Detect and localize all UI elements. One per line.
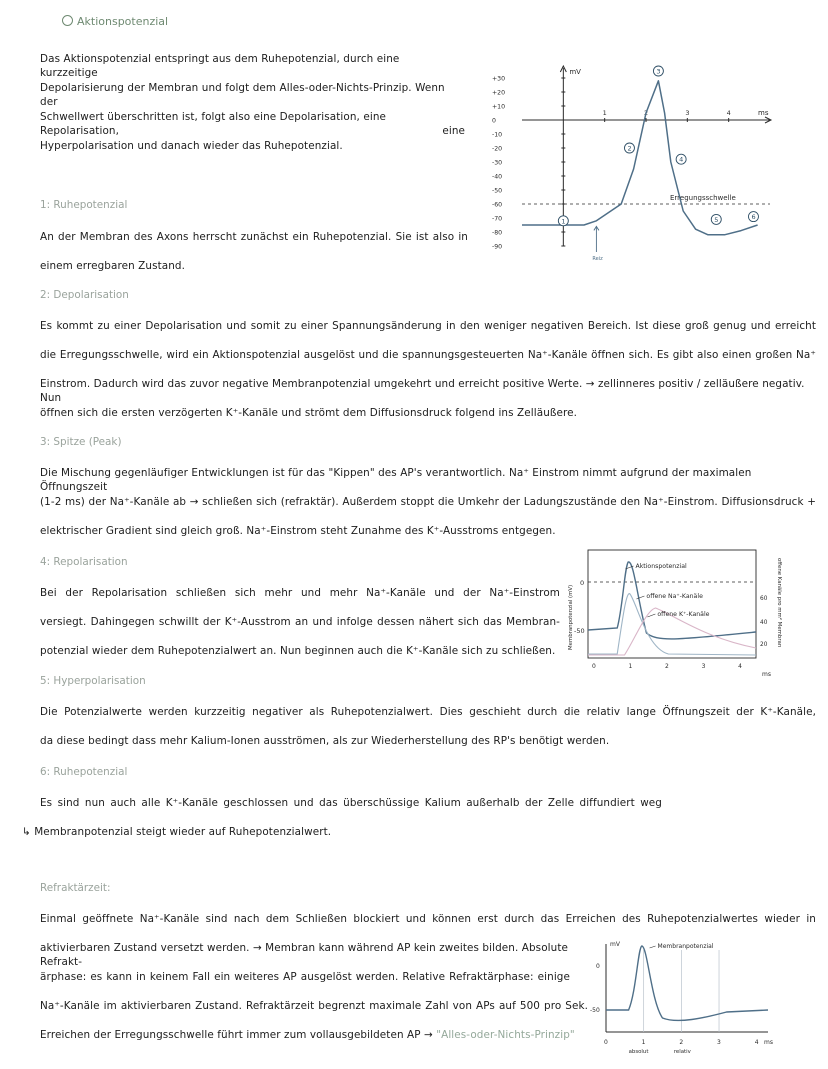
y-axis-label: mV [569,68,581,76]
x-axis-label: ms [764,1039,773,1046]
y-axis-label: mV [610,941,620,948]
intro-line: Schwellwert überschritten ist, folgt also eine Depolarisation, eine Repolarisation, eine [40,111,465,137]
x-tick-label: 2 [679,1039,684,1046]
legend-label: Membranpotenzial [657,943,714,950]
na-channels-line [588,594,756,655]
y-tick-label: -40 [492,173,503,181]
body-line [40,1028,575,1042]
legend-label: offene Na⁺-Kanäle [646,593,703,600]
intro-line: Hyperpolarisation und danach wieder das Ruhepotenzial. [40,140,343,152]
x-tick-label: 3 [717,1039,721,1046]
body-line: Einstrom. Dadurch wird das zuvor negative Membranpotenzial umgekehrt und erreicht positive Werte. → zellinneres positiv / zelläußere negativ. Nun [40,378,805,404]
x-tick-label: 1 [628,663,633,670]
membrane-potential-line [522,81,758,235]
body-text: Erreichen der Erregungsschwelle führt immer zum vollausgebildeten AP → [40,1029,433,1041]
y-tick-label: +20 [492,89,506,97]
x-tick-label: 0 [592,663,596,670]
circle-icon [62,15,73,26]
section-heading-ruhepotenzial-2: 6: Ruhepotenzial [40,766,128,778]
channels-chart [560,538,822,680]
body-line: ↳ Membranpotenzial steigt wieder auf Ruhepotenzialwert. [22,826,332,838]
page-title: Aktionspotenzial [62,15,168,28]
phase-marker-label: 1 [561,217,566,226]
phase-marker-label: 5 [714,215,719,224]
body-line: elektrischer Gradient sind gleich groß. Na⁺-Einstrom steht Zunahme des K⁺-Ausstroms entgegen. [40,525,556,537]
section-heading-refraktaerzeit: Refraktärzeit: [40,882,111,894]
phase-marker-label: 6 [751,213,756,222]
y-tick-label: -90 [492,243,503,251]
y-axis-label: Membranpotenzial (mV) [568,584,574,650]
legend-pointer [636,596,644,599]
body-line: An der Membran des Axons herrscht zunächst ein Ruhepotenzial. Sie ist also in [40,231,468,243]
x-tick-label: 4 [726,109,731,117]
body-line: versiegt. Dahingegen schwillt der K⁺-Ausstrom an und infolge dessen nähert sich das Membran- [40,616,560,628]
intro-line: Depolarisierung der Membran und folgt dem Alles-oder-Nichts-Prinzip. Wenn der [40,82,445,108]
body-line: Na⁺-Kanäle im aktivierbaren Zustand. Refraktärzeit begrenzt maximale Zahl von APs auf 500 pro Sek. [40,1000,588,1012]
body-line: Es kommt zu einer Depolarisation und somit zu einer Spannungsänderung in den weniger negativen Bereich. Ist diese groß genug und erreicht [40,320,816,332]
x-tick-label: 1 [602,109,607,117]
x-tick-label: 3 [685,109,690,117]
y-tick-label: +30 [492,75,506,83]
body-line: aktivierbaren Zustand versetzt werden. → Membran kann während AP kein zweites bilden. Absolute Refrakt- [40,942,568,968]
y-tick-label: -20 [492,145,503,153]
body-line: öffnen sich die ersten verzögerten K⁺-Kanäle und strömt dem Diffusionsdruck folgend ins Zelläußere. [40,407,578,419]
body-line: (1-2 ms) der Na⁺-Kanäle ab → schließen sich (refraktär). Außerdem stoppt die Umkehr der Ladungszustände den Na⁺-Einstrom. Diffusionsdruck + [40,496,816,508]
membrane-potential-line [606,946,768,1020]
x-axis-label: ms [758,109,769,117]
body-line: potenzial wieder dem Ruhepotenzialwert an. Nun beginnen auch die K⁺-Kanäle sich zu schließen. [40,645,556,657]
y-tick-label: -80 [492,229,503,237]
phase-marker-label: 2 [627,144,632,153]
section-heading-hyperpolarisation: 5: Hyperpolarisation [40,675,146,687]
action-potential-line [588,562,756,639]
action-potential-chart [490,60,790,270]
y-tick-label: -50 [590,1007,600,1014]
body-line: Es sind nun auch alle K⁺-Kanäle geschlossen und das überschüssige Kalium außerhalb der Zelle diffundiert weg [40,797,662,809]
body-line: die Erregungsschwelle, wird ein Aktionspotenzial ausgelöst und die spannungsgesteuerten Na⁺-Kanäle öffnen sich. Es gibt also einen großen Na⁺ [40,349,816,361]
body-line: Die Potenzialwerte werden kurzzeitig negativer als Ruhepotenzialwert. Dies geschieht durch die relativ lange Öffnungszeit der K⁺-Kanäle, [40,706,816,718]
y2-tick-label: 20 [760,642,768,648]
y-tick-label: -30 [492,159,503,167]
body-line: Die Mischung gegenläufiger Entwicklungen ist für das "Kippen" des AP's verantwortlich. Na⁺ Einstrom nimmt aufgrund der maximalen Öffnungszeit [40,467,752,493]
intro-line: Das Aktionspotenzial entspringt aus dem Ruhepotenzial, durch eine kurzzeitige [40,53,400,79]
y2-axis-label: offene Kanäle pro mm² Membran [776,558,782,648]
x-tick-label: 4 [738,663,742,670]
y-tick-label: -10 [492,131,503,139]
x-tick-label: 1 [641,1039,646,1046]
section-heading-peak: 3: Spitze (Peak) [40,436,122,448]
y-tick-label: +10 [492,103,506,111]
body-line: ärphase: es kann in keinem Fall ein weiteres AP ausgelöst werden. Relative Refraktärphase: einige [40,971,570,983]
body-line: Bei der Repolarisation schließen sich mehr und mehr Na⁺-Kanäle und der Na⁺-Einstrom [40,587,560,599]
legend-pointer [650,946,656,948]
y-tick-label: -60 [492,201,503,209]
body-line: einem erregbaren Zustand. [40,260,186,272]
y-tick-label: -70 [492,215,503,223]
phase-label-absolut: absolut [628,1049,649,1055]
phase-marker-label: 3 [656,67,661,76]
y-tick-label: 0 [580,579,585,587]
x-tick-label: 0 [604,1039,608,1046]
y-tick-label: -50 [492,187,503,195]
y2-tick-label: 40 [760,620,768,626]
x-axis-label: ms [762,671,771,678]
x-tick-label: 2 [665,663,669,670]
section-heading-ruhepotenzial: 1: Ruhepotenzial [40,199,128,211]
phase-label-relativ: relativ [673,1049,691,1055]
section-heading-depolarisation: 2: Depolarisation [40,289,129,301]
body-line: Einmal geöffnete Na⁺-Kanäle sind nach dem Schließen blockiert und können erst durch das Erreichen des Ruhepotenzialwertes wieder in [40,913,816,925]
x-tick-label: 4 [754,1039,759,1046]
y-tick-label: 0 [492,117,496,125]
highlight-text: "Alles-oder-Nichts-Prinzip" [436,1029,575,1041]
y2-tick-label: 60 [760,596,768,602]
legend-label: offene K⁺-Kanäle [657,611,710,618]
threshold-label: Erregungsschwelle [670,194,736,202]
section-heading-repolarisation: 4: Repolarisation [40,556,128,568]
y-tick-label: 0 [596,963,600,970]
x-tick-label: 2 [644,109,649,117]
y-tick-label: -50 [574,627,585,635]
x-tick-label: 3 [701,663,706,670]
refractory-chart [588,932,784,1056]
legend-label: Aktionspotenzial [635,563,687,570]
phase-marker-label: 4 [679,155,684,164]
body-line: da diese bedingt dass mehr Kalium-Ionen ausströmen, als zur Wiederherstellung des RP's benötigt werden. [40,735,610,747]
stimulus-label: Reiz [592,256,603,262]
